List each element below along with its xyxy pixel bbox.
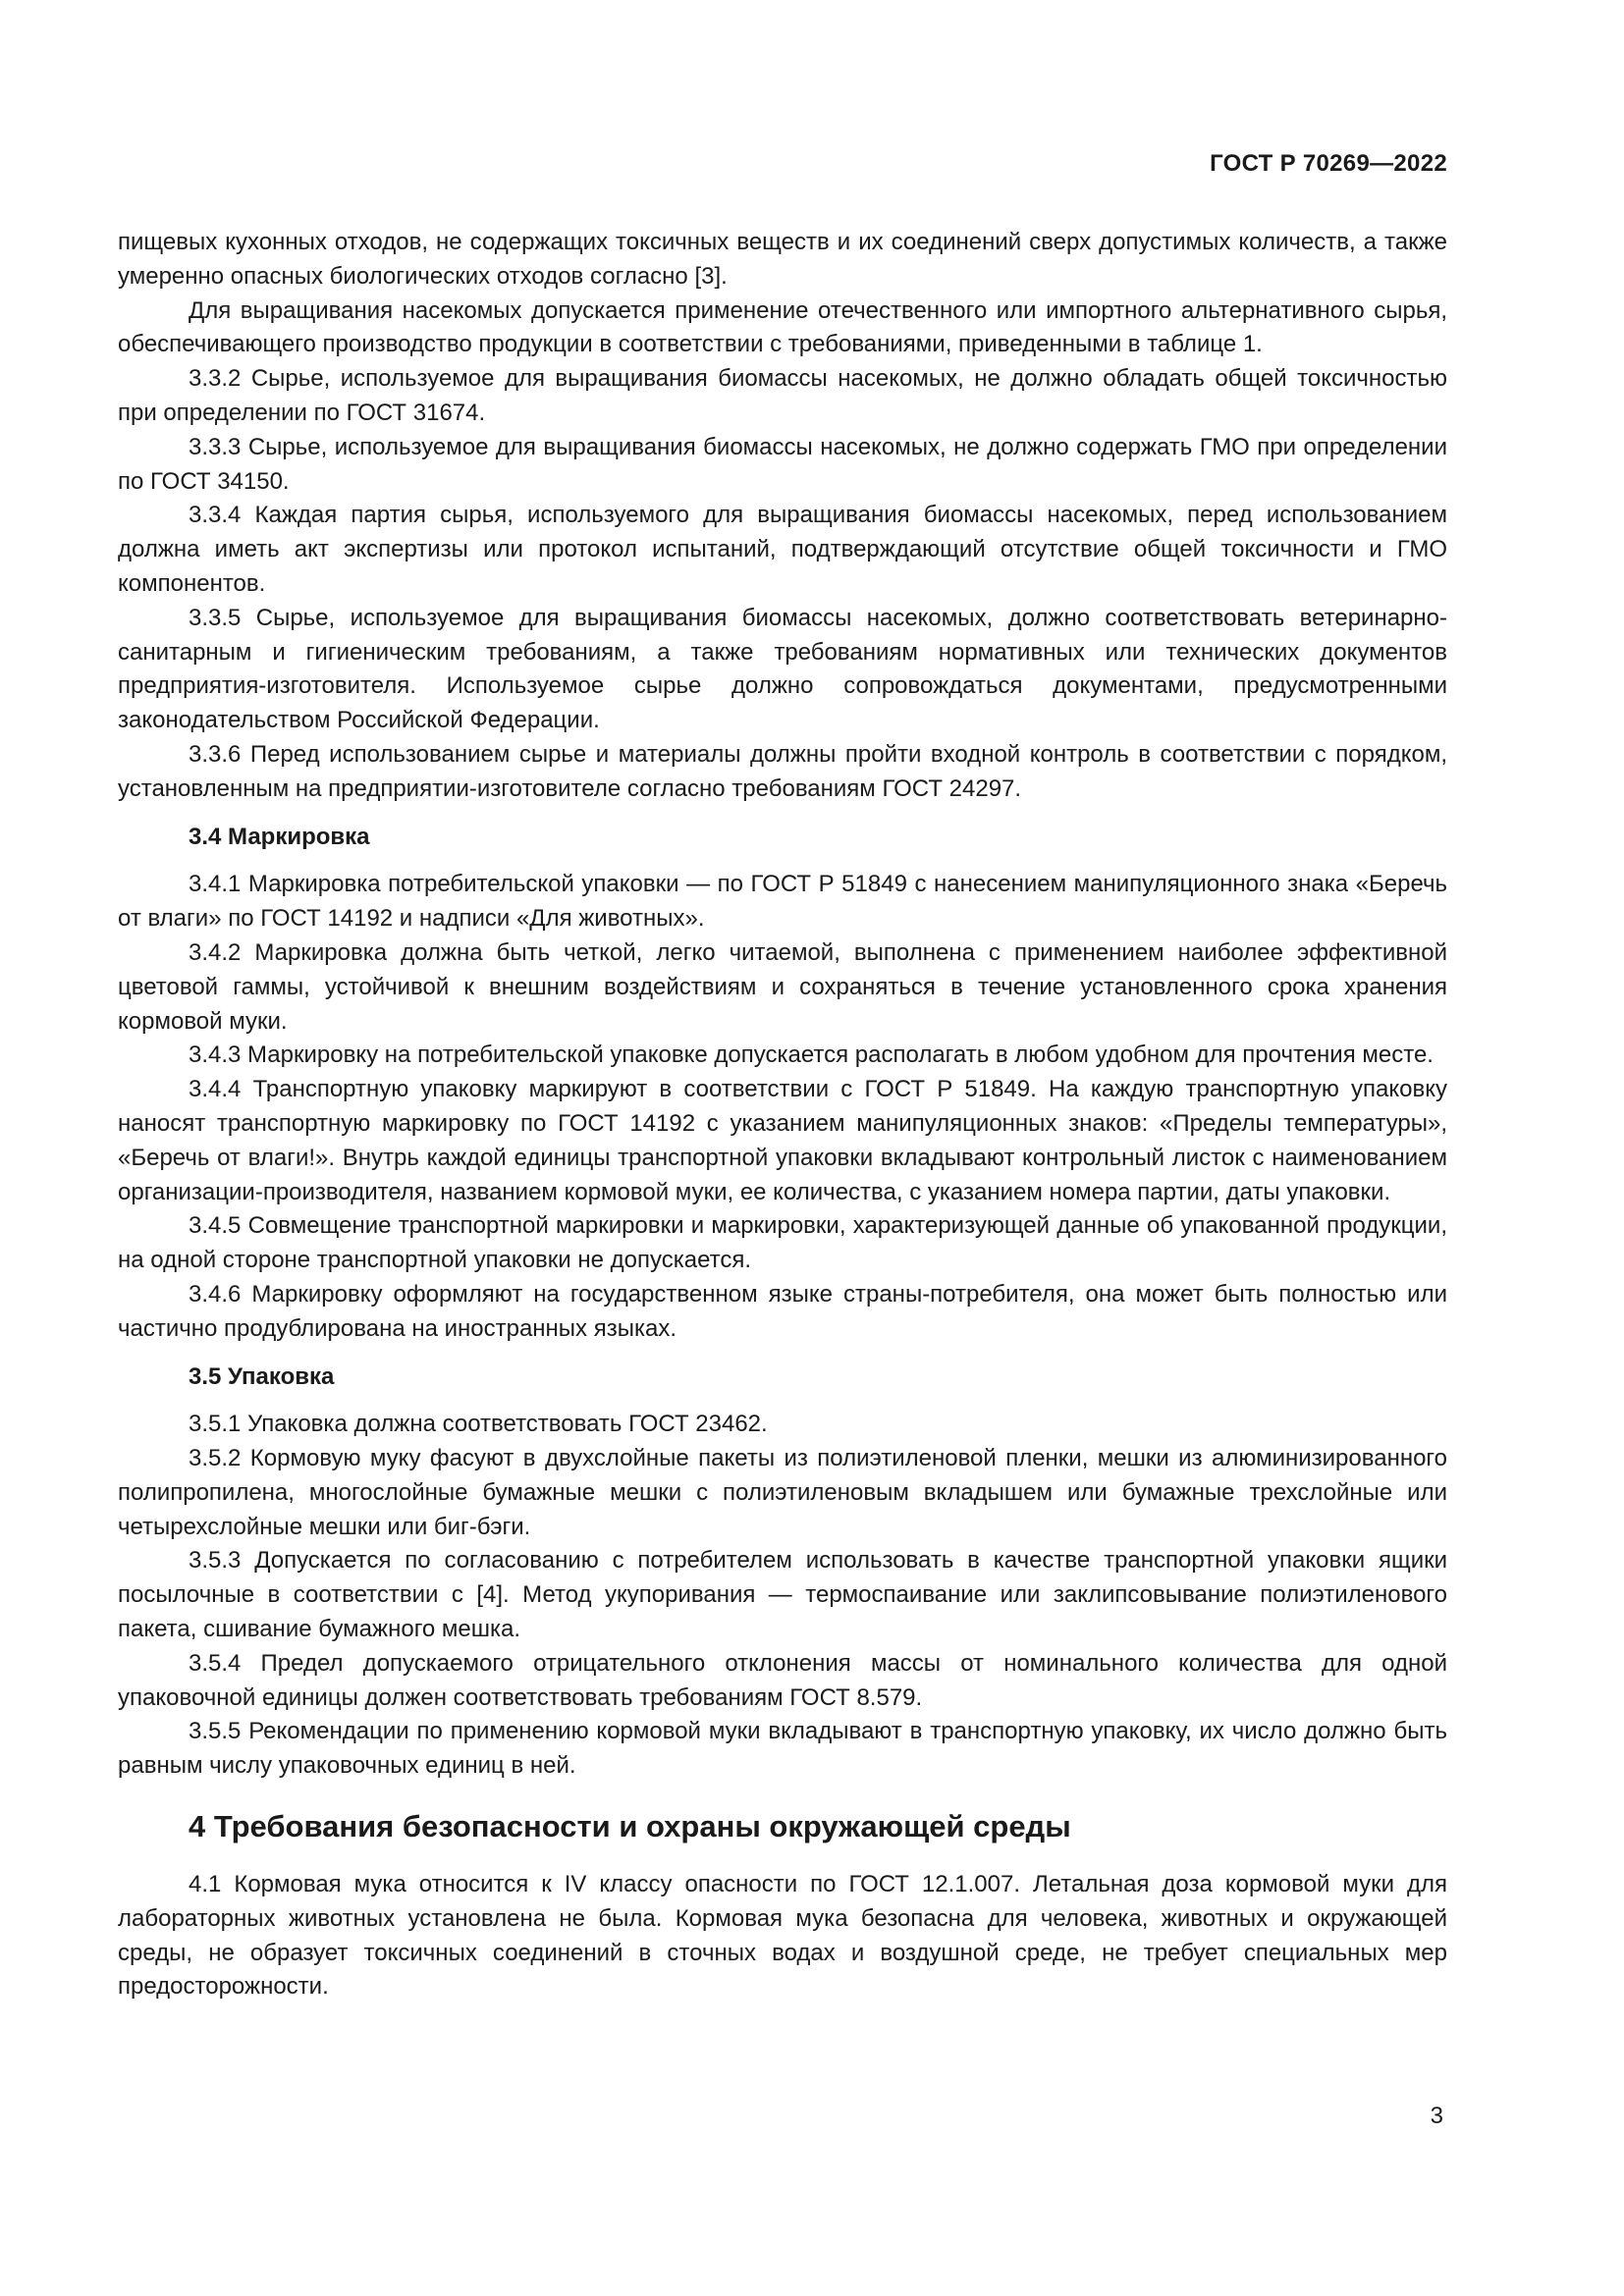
paragraph: 3.5.5 Рекомендации по применению кормовой муки вкладывают в транспортную упаковку, их число должно быть равным числу упаковочных единиц в ней. — [118, 1718, 1447, 1780]
paragraph: 3.5.4 Предел допускаемого отрицательного отклонения массы от номинального количества для одной упаковочной единицы должен соответствовать требованиям ГОСТ 8.579. — [118, 1649, 1447, 1711]
section-heading: 4 Требования безопасности и охраны окружающей среды — [189, 1809, 1071, 1844]
paragraph: 3.3.4 Каждая партия сырья, используемого для выращивания биомассы насекомых, перед использованием должна иметь акт экспертизы или протокол испытаний, подтверждающий отсутствие общей токсичности и ГМО компонентов. — [118, 502, 1447, 597]
paragraph: 4.1 Кормовая мука относится к IV классу опасности по ГОСТ 12.1.007. Летальная доза кормовой муки для лабораторных животных установлена не была. Кормовая мука безопасна для человека, животных и окружающей среды, не образует токсичных соединений в сточных водах и воздушной среде, не требует специальных мер предосторожности. — [118, 1871, 1447, 2001]
paragraph: 3.3.2 Сырье, используемое для выращивания биомассы насекомых, не должно обладать общей токсичностью при определении по ГОСТ 31674. — [118, 365, 1447, 426]
paragraph: 3.5.2 Кормовую муку фасуют в двухслойные пакеты из полиэтиленовой пленки, мешки из алюминизированного полипропилена, многослойные бумажные мешки с полиэтиленовым вкладышем или бумажные трехслойные или четырехслойные мешки или биг-бэги. — [118, 1445, 1447, 1540]
document-body — [118, 226, 1447, 2004]
paragraph: 3.4.2 Маркировка должна быть четкой, легко читаемой, выполнена с применением наиболее эффективной цветовой гаммы, устойчивой к внешним воздействиям и сохраняться в течение установленного срока хранения кормовой муки. — [118, 938, 1447, 1035]
subsection-heading: 3.5 Упаковка — [189, 1362, 335, 1390]
subsection-heading: 3.4 Маркировка — [189, 823, 370, 850]
paragraph: 3.5.3 Допускается по согласованию с потребителем использовать в качестве транспортной упаковки ящики посылочные в соответствии с [4]. Метод укупоривания — термоспаивание или заклипсовывание полиэтиленового пакета, сшивание бумажного мешка. — [118, 1547, 1447, 1643]
document-code: ГОСТ Р 70269—2022 — [1210, 150, 1447, 177]
paragraph: 3.3.3 Сырье, используемое для выращивания биомассы насекомых, не должно содержать ГМО при определении по ГОСТ 34150. — [118, 433, 1447, 495]
paragraph: 3.4.3 Маркировку на потребительской упаковке допускается располагать в любом удобном для прочтения месте. — [189, 1041, 1434, 1069]
paragraph: 3.4.1 Маркировка потребительской упаковки — по ГОСТ Р 51849 с нанесением манипуляционного знака «Беречь от влаги» по ГОСТ 14192 и надписи «Для животных». — [118, 871, 1447, 933]
paragraph: 3.4.5 Совмещение транспортной маркировки и маркировки, характеризующей данные об упакованной продукции, на одной стороне транспортной упаковки не допускается. — [118, 1212, 1447, 1274]
paragraph: 3.3.6 Перед использованием сырье и материалы должны пройти входной контроль в соответствии с порядком, установленным на предприятии-изготовителе согласно требованиям ГОСТ 24297. — [118, 740, 1447, 802]
paragraph: 3.3.5 Сырье, используемое для выращивания биомассы насекомых, должно соответствовать ветеринарно-санитарным и гигиеническим требованиям, а также требованиям нормативных или технических документов предприятия-изготовителя. Используемое сырье должно сопровождаться документами, предусмотренными законодательством Российской Федерации. — [118, 604, 1447, 734]
page-number: 3 — [1430, 2103, 1443, 2129]
paragraph: 3.5.1 Упаковка должна соответствовать ГОСТ 23462. — [189, 1411, 768, 1438]
paragraph: 3.4.6 Маркировку оформляют на государственном языке страны-потребителя, она может быть полностью или частично продублирована на иностранных языках. — [118, 1280, 1447, 1342]
paragraph: Для выращивания насекомых допускается применение отечественного или импортного альтернативного сырья, обеспечивающего производство продукции в соответствии с требованиями, приведенными в таблице 1. — [118, 296, 1447, 358]
paragraph: 3.4.4 Транспортную упаковку маркируют в соответствии с ГОСТ Р 51849. На каждую транспортную упаковку наносят транспортную маркировку по ГОСТ 14192 с указанием манипуляционных знаков: «Пределы температуры», «Беречь от влаги!». Внутрь каждой единицы транспортной упаковки вкладывают контрольный листок с наименованием организации-производителя, названием кормовой муки, ее количества, с указанием номера партии, даты упаковки. — [118, 1076, 1447, 1205]
paragraph: пищевых кухонных отходов, не содержащих токсичных веществ и их соединений сверх допустимых количеств, а также умеренно опасных биологических отходов согласно [3]. — [118, 229, 1447, 290]
